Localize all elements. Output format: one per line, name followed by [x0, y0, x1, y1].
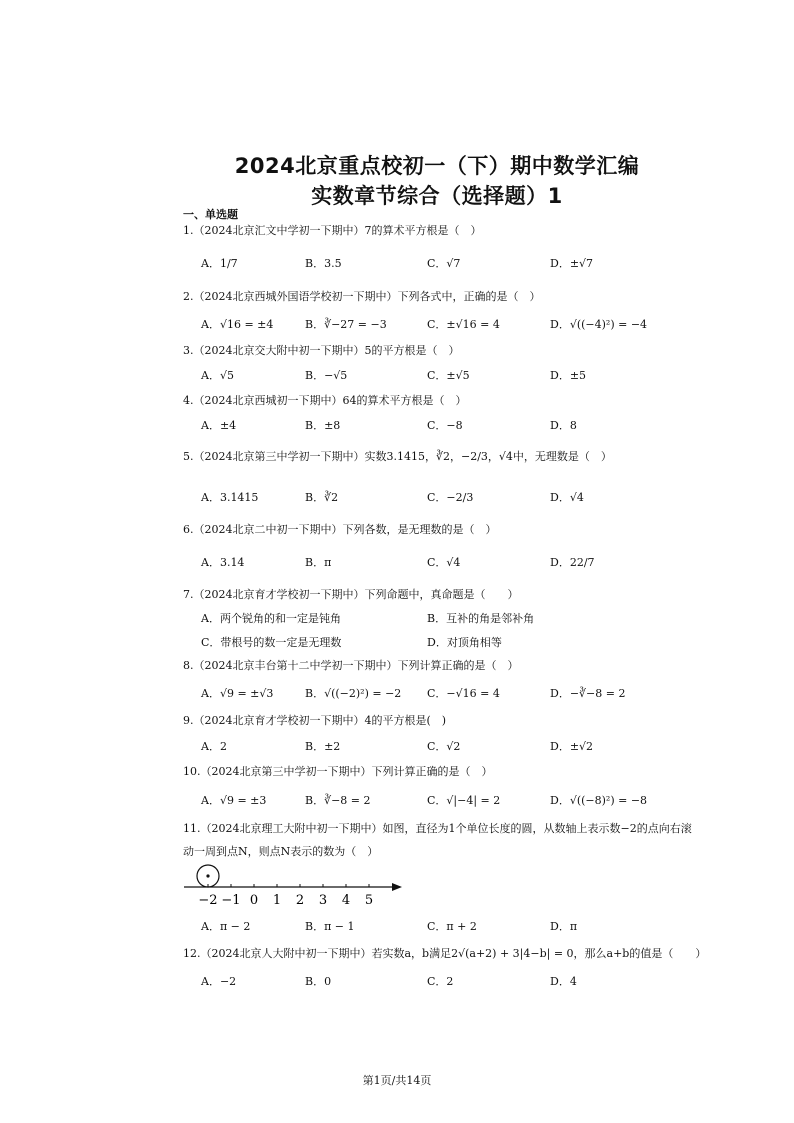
arrow-head-icon: [392, 883, 402, 891]
question-5-option-b: B．∛2: [305, 491, 339, 504]
question-8-stem: 8.（2024北京丰台第十二中学初一下期中）下列计算正确的是（ ）: [183, 659, 519, 672]
question-9-option-c: C．√2: [427, 740, 461, 753]
question-8-option-d: D．−∛−8 = 2: [550, 687, 626, 700]
question-1-option-c: C．√7: [427, 257, 461, 270]
question-12-option-c: C．2: [427, 975, 454, 988]
question-3-option-c: C．±√5: [427, 369, 470, 382]
question-12-option-d: D．4: [550, 975, 577, 988]
page-number: 第1页/共14页: [362, 1074, 432, 1087]
question-7-option-c: C．带根号的数一定是无理数: [201, 636, 342, 649]
question-5-stem: 5.（2024北京第三中学初一下期中）实数3.1415，∛2，−2/3，√4中，无理数是（ ）: [183, 450, 612, 463]
question-4-option-c: C．−8: [427, 419, 463, 432]
question-1-stem: 1.（2024北京汇文中学初一下期中）7的算术平方根是（ ）: [183, 224, 482, 237]
question-2-option-c: C．±√16 = 4: [427, 318, 500, 331]
question-7-option-b: B．互补的角是邻补角: [427, 612, 535, 625]
question-11-option-a: A．π − 2: [201, 920, 251, 933]
circle-center-dot: [206, 874, 209, 877]
question-9-option-d: D．±√2: [550, 740, 594, 753]
question-4-option-d: D．8: [550, 419, 577, 432]
question-2-option-b: B．∛−27 = −3: [305, 318, 387, 331]
question-9-option-a: A．2: [201, 740, 227, 753]
question-10-stem: 10.（2024北京第三中学初一下期中）下列计算正确的是（ ）: [183, 765, 493, 778]
question-6-option-d: D．22/7: [550, 556, 595, 569]
question-7-stem: 7.（2024北京育才学校初一下期中）下列命题中，真命题是（ ）: [183, 588, 519, 601]
question-2-option-d: D．√((−4)²) = −4: [550, 318, 648, 331]
axis-label: 1: [272, 893, 282, 908]
question-11-option-d: D．π: [550, 920, 578, 933]
question-4-option-a: A．±4: [201, 419, 237, 432]
question-5-option-a: A．3.1415: [201, 491, 259, 504]
axis-label: −1: [221, 893, 241, 908]
question-10-option-b: B．∛−8 = 2: [305, 794, 371, 807]
question-6-stem: 6.（2024北京二中初一下期中）下列各数，是无理数的是（ ）: [183, 523, 497, 536]
question-4-stem: 4.（2024北京西城初一下期中）64的算术平方根是（ ）: [183, 394, 467, 407]
question-11-stem-line1: 11.（2024北京理工大附中初一下期中）如图，直径为1个单位长度的圆，从数轴上表示数−2的点向右滚: [183, 822, 692, 835]
question-7-option-a: A．两个锐角的和一定是钝角: [201, 612, 341, 625]
question-6-option-c: C．√4: [427, 556, 461, 569]
question-1-option-a: A．1/7: [201, 257, 238, 270]
page-subtitle: 实数章节综合（选择题）1: [311, 184, 563, 208]
question-7-option-d: D．对顶角相等: [427, 636, 502, 649]
question-2-option-a: A．√16 = ±4: [201, 318, 274, 331]
question-10-option-a: A．√9 = ±3: [201, 794, 267, 807]
question-11-option-c: C．π + 2: [427, 920, 477, 933]
question-1-option-b: B．3.5: [305, 257, 342, 270]
question-8-option-b: B．√((−2)²) = −2: [305, 687, 402, 700]
question-6-option-a: A．3.14: [201, 556, 245, 569]
question-1-option-d: D．±√7: [550, 257, 594, 270]
axis-label: 5: [364, 893, 374, 908]
question-8-option-a: A．√9 = ±√3: [201, 687, 274, 700]
question-9-stem: 9.（2024北京育才学校初一下期中）4的平方根是( ): [183, 714, 447, 727]
question-9-option-b: B．±2: [305, 740, 341, 753]
question-11-option-b: B．π − 1: [305, 920, 355, 933]
question-5-option-c: C．−2/3: [427, 491, 474, 504]
question-3-option-b: B．−√5: [305, 369, 348, 382]
question-12-option-a: A．−2: [201, 975, 237, 988]
question-10-option-c: C．√|−4| = 2: [427, 794, 501, 807]
section-heading: 一、单选题: [183, 208, 238, 221]
axis-label: 3: [318, 893, 328, 908]
question-12-stem: 12.（2024北京人大附中初一下期中）若实数a，b满足2√(a+2) + 3|4−b| = 0，那么a+b的值是（ ）: [183, 947, 707, 960]
axis-label: 2: [295, 893, 305, 908]
question-3-stem: 3.（2024北京交大附中初一下期中）5的平方根是（ ）: [183, 344, 460, 357]
question-5-option-d: D．√4: [550, 491, 584, 504]
question-3-option-d: D．±5: [550, 369, 587, 382]
number-line-figure: [180, 858, 410, 908]
question-11-stem-line2: 动一周到点N，则点N表示的数为（ ）: [183, 845, 379, 858]
axis-label: −2: [198, 893, 218, 908]
question-4-option-b: B．±8: [305, 419, 341, 432]
question-6-option-b: B．π: [305, 556, 332, 569]
question-2-stem: 2.（2024北京西城外国语学校初一下期中）下列各式中，正确的是（ ）: [183, 290, 541, 303]
question-3-option-a: A．√5: [201, 369, 234, 382]
axis-label: 0: [249, 893, 259, 908]
question-8-option-c: C．−√16 = 4: [427, 687, 500, 700]
question-10-option-d: D．√((−8)²) = −8: [550, 794, 648, 807]
question-12-option-b: B．0: [305, 975, 332, 988]
page-title: 2024北京重点校初一（下）期中数学汇编: [234, 154, 640, 178]
axis-label: 4: [341, 893, 351, 908]
